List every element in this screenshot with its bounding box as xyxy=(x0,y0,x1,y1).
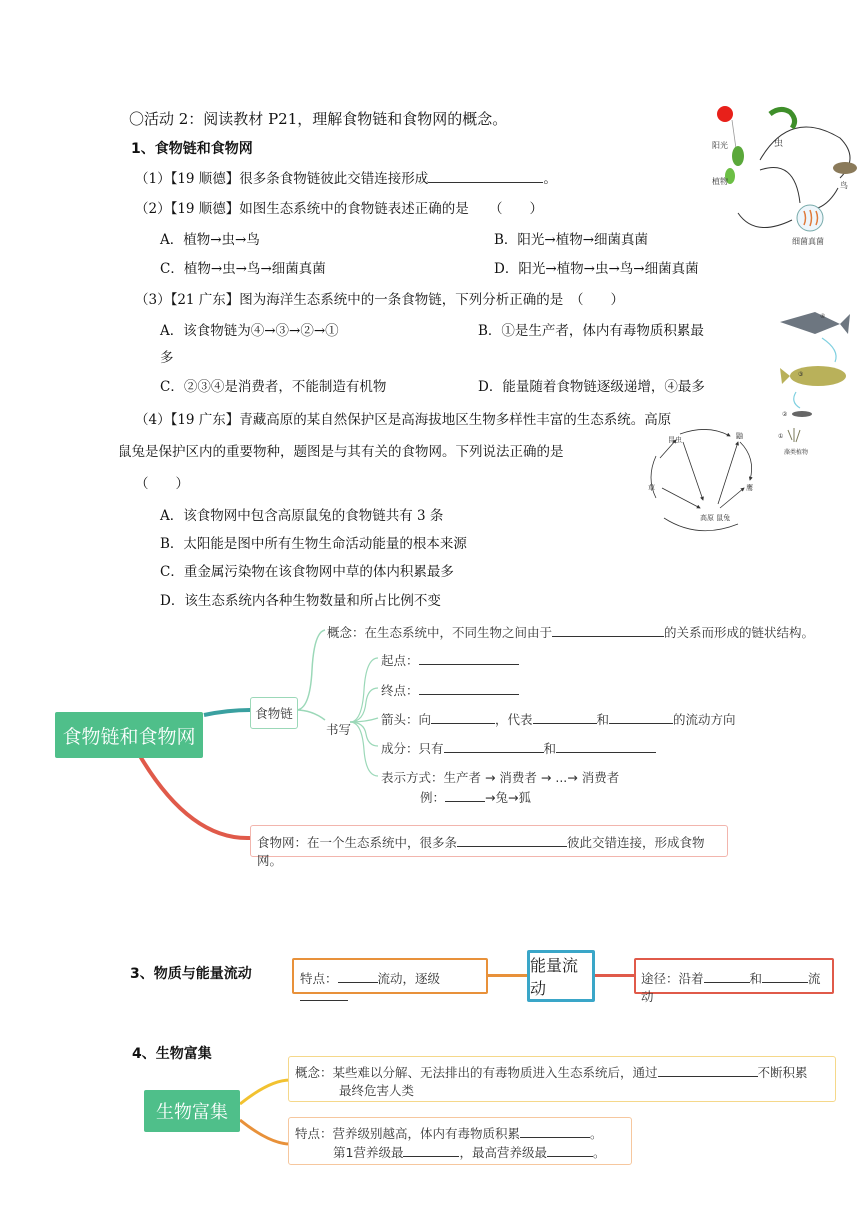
node-notation: 表示方式：生产者 → 消费者 → ...→ 消费者 xyxy=(381,770,620,785)
label-insect: 昆虫 xyxy=(668,436,682,444)
ecosystem-diagram xyxy=(700,98,860,248)
node-energy-feature: 特点： 流动，逐级 xyxy=(292,958,488,994)
question-2-stem: （2）【19 顺德】如图生态系统中的食物链表述正确的是 （ ） xyxy=(135,201,544,217)
label-2: ② xyxy=(782,411,788,418)
microbe-icon xyxy=(797,205,823,231)
label-hawk: 鹰 xyxy=(746,484,753,492)
shark-icon xyxy=(780,312,840,334)
node-concept: 概念：在生态系统中，不同生物之间由于 的关系而形成的链状结构。 xyxy=(327,625,815,640)
small-fish-icon xyxy=(792,411,812,417)
node-energy-path: 途径：沿着 和 流动 xyxy=(634,958,834,994)
blank[interactable] xyxy=(658,1063,758,1077)
node-bio-concept: 概念：某些难以分解、无法排出的有毒物质进入生态系统后，通过 不断积累 最终危害人类 xyxy=(288,1056,836,1102)
blank[interactable] xyxy=(704,969,750,983)
q4-option-c[interactable]: C．重金属污染物在该食物网中草的体内积累最多 xyxy=(160,564,454,580)
sun-icon xyxy=(717,106,733,122)
question-4-paren: （ ） xyxy=(135,476,189,492)
label-algae: 藻类植物 xyxy=(784,449,809,456)
node-foodchain: 食物链 xyxy=(250,697,298,729)
blank[interactable] xyxy=(533,710,597,724)
section1-heading: 1、食物链和食物网 xyxy=(131,141,253,157)
question-1: （1）【19 顺德】很多条食物链彼此交错连接形成 。 xyxy=(135,171,557,187)
label-grass: 草 xyxy=(648,484,655,492)
connector xyxy=(595,974,635,977)
blank[interactable] xyxy=(419,651,519,665)
q3-option-a[interactable]: A．该食物链为④→③→②→① xyxy=(160,323,339,339)
connector xyxy=(488,974,528,977)
blank[interactable] xyxy=(457,833,567,847)
blank[interactable] xyxy=(428,169,543,183)
node-writing: 书写 xyxy=(326,722,352,737)
blank[interactable] xyxy=(300,987,348,1001)
marine-food-chain xyxy=(760,300,860,470)
blank[interactable] xyxy=(444,739,544,753)
q3-option-c[interactable]: C．②③④是消费者，不能制造有机物 xyxy=(160,379,387,395)
section3-heading: 3、物质与能量流动 xyxy=(130,966,252,982)
section4-heading: 4、生物富集 xyxy=(132,1046,212,1062)
plateau-food-web xyxy=(648,428,768,538)
blank[interactable] xyxy=(338,969,378,983)
blank[interactable] xyxy=(419,681,519,695)
node-bio-feature: 特点：营养级别越高，体内有毒物质积累 。 第1营养级最 ，最高营养级最 。 xyxy=(288,1117,632,1165)
q4-option-b[interactable]: B．太阳能是图中所有生物生命活动能量的根本来源 xyxy=(160,536,467,552)
blank[interactable] xyxy=(520,1124,590,1138)
label-sun: 阳光 xyxy=(712,141,728,150)
blank[interactable] xyxy=(431,710,495,724)
label-bird: 鸟 xyxy=(840,181,848,190)
label-decomposer: 细菌真菌 xyxy=(792,237,824,246)
question-4-line1: （4）【19 广东】青藏高原的某自然保护区是高海拔地区生物多样性丰富的生态系统。高原 xyxy=(135,412,672,428)
node-start: 起点： xyxy=(381,651,519,669)
label-3: ③ xyxy=(798,371,804,378)
label-insect: 虫 xyxy=(774,139,784,149)
node-foodweb: 食物网：在一个生态系统中，很多条 彼此交错连接，形成食物网。 xyxy=(250,825,728,857)
blank[interactable] xyxy=(552,623,664,637)
blank[interactable] xyxy=(445,788,485,802)
blank[interactable] xyxy=(556,739,656,753)
node-arrow: 箭头：向 ，代表 和 的流动方向 xyxy=(381,712,736,727)
node-example: 例： →兔→狐 xyxy=(420,790,531,805)
algae-icon xyxy=(788,428,800,442)
node-components: 成分：只有 和 xyxy=(381,739,656,757)
label-plant: 植物 xyxy=(712,177,728,186)
q2-option-b[interactable]: B．阳光→植物→细菌真菌 xyxy=(494,232,649,248)
caterpillar-icon xyxy=(770,109,795,128)
q2-option-d[interactable]: D．阳光→植物→虫→鸟→细菌真菌 xyxy=(494,261,699,277)
label-weasel: 鼬 xyxy=(736,432,743,440)
mindmap-root: 食物链和食物网 xyxy=(55,712,203,758)
q4-option-d[interactable]: D．该生态系统内各种生物数量和所占比例不变 xyxy=(160,593,441,609)
blank[interactable] xyxy=(547,1143,593,1157)
label-4: ④ xyxy=(820,313,826,320)
q2-option-c[interactable]: C．植物→虫→鸟→细菌真菌 xyxy=(160,261,326,277)
bio-root: 生物富集 xyxy=(144,1090,240,1132)
blank[interactable] xyxy=(609,710,673,724)
plant-icon xyxy=(732,146,744,166)
q4-option-a[interactable]: A．该食物网中包含高原鼠兔的食物链共有 3 条 xyxy=(160,508,444,524)
activity-title: 〇活动 2：阅读教材 P21，理解食物链和食物网的概念。 xyxy=(129,110,508,128)
label-pika: 高原 鼠兔 xyxy=(700,514,731,522)
blank[interactable] xyxy=(403,1143,459,1157)
q3-option-b[interactable]: B．①是生产者，体内有毒物质积累最 xyxy=(478,323,704,339)
label-1: ① xyxy=(778,433,784,440)
bird-icon xyxy=(833,162,857,174)
question-4-line2: 鼠兔是保护区内的重要物种，题图是与其有关的食物网。下列说法正确的是 xyxy=(118,444,564,460)
node-energy-flow: 能量流动 xyxy=(527,950,595,1002)
question-3-stem: （3）【21 广东】图为海洋生态系统中的一条食物链，下列分析正确的是 （ ） xyxy=(135,292,625,308)
blank[interactable] xyxy=(762,969,808,983)
node-end: 终点： xyxy=(381,681,519,699)
q2-option-a[interactable]: A．植物→虫→鸟 xyxy=(160,232,260,248)
q3-option-d[interactable]: D．能量随着食物链逐级递增，④最多 xyxy=(478,379,705,395)
q3-option-b-cont: 多 xyxy=(160,350,174,366)
